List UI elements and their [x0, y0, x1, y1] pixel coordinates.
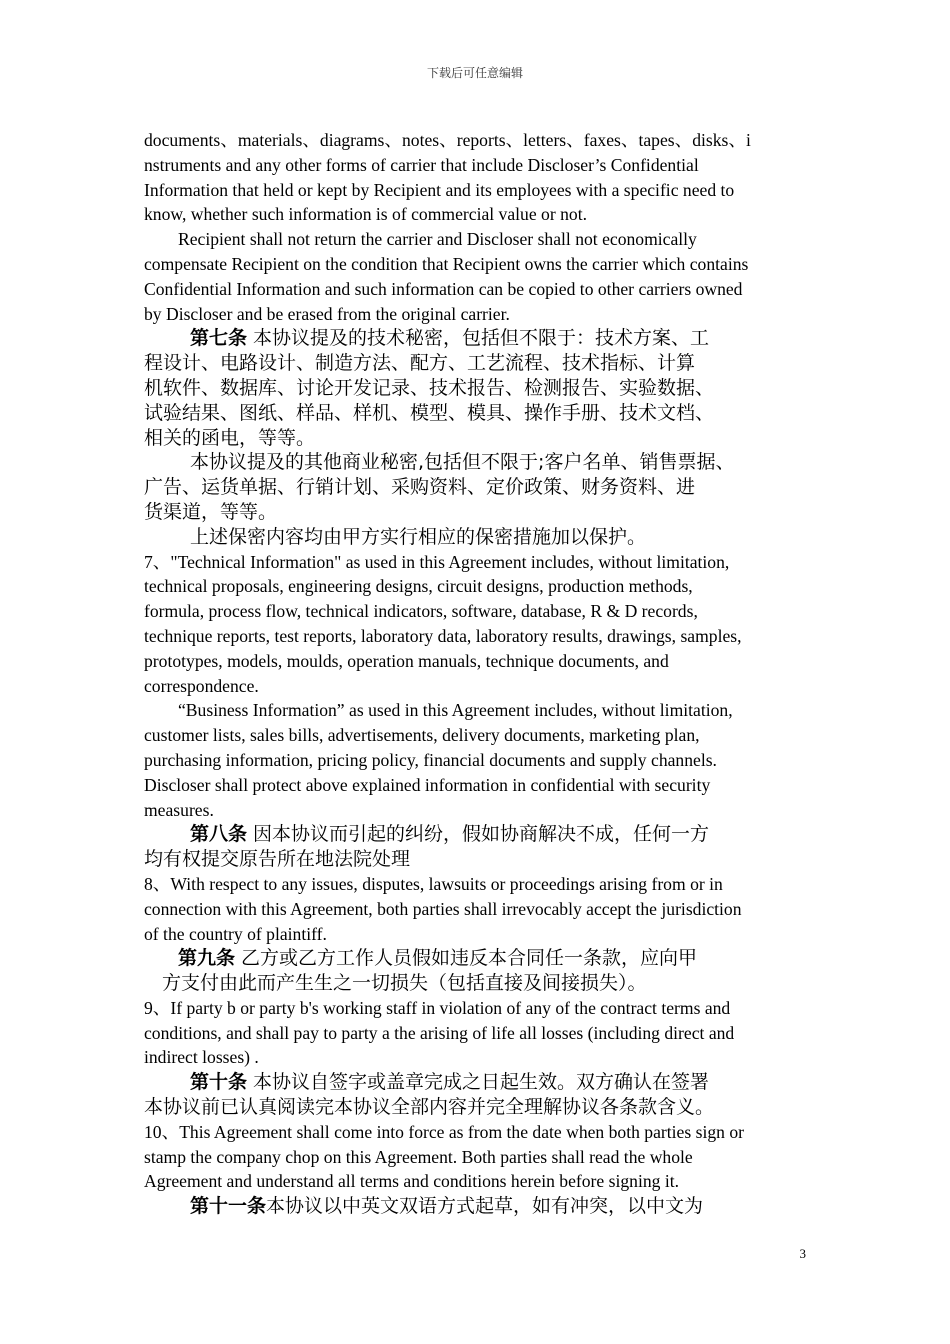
article-8-english: 8、With respect to any issues, disputes, lawsuits or proceedings arising from or in connection with this Agreement, both parties shall irrevocably accept the jurisdiction of the country of plaintiff. [144, 873, 742, 944]
article-11-chinese: 第十一条本协议以中英文双语方式起草，如有冲突，以中文为 [190, 1195, 704, 1218]
article-8-chinese: 第八条 因本协议而引起的纠纷，假如协商解决不成，任何一方 均有权提交原告所在地法院处理 [144, 823, 710, 871]
article-7-chinese: 第七条 本协议提及的技术秘密，包括但不限于：技术方案、工 程设计、电路设计、制造方法、配方、工艺流程、技术指标、计算 机软件、数据库、讨论开发记录、技术报告、检测报告、实验数据、 试验结果、图纸、样品、样机、模型、模具、操作手册、技术文档、 相关的函电，等等。 本协议提及的其他商业秘密,包括但不限于;客户名单、销售票据、 广告、运货单据、行销计划、采购资料、定价政策、财务资料、进 货渠道，等等。 上述保密内容均由甲方实行相应的保密措施加以保护。 [144, 327, 735, 548]
paragraph-carrier-return: Recipient shall not return the carrier and Discloser shall not economically compensate Recipient on the condition that Recipient owns the carrier which contains Confidential Information and such information can be copied to other carriers owned by Discloser and be erased from the original carrier. [144, 229, 749, 324]
page-header: 下载后可任意编辑 [426, 66, 523, 80]
paragraph-carrier-definition: documents、materials、diagrams、notes、reports、letters、faxes、tapes、disks、i nstruments and any other forms of carrier that include Discloser’s Confidential Information that held or kept by Recipient and its employees with a specific need to know, whether such information is of commercial value or not. [144, 130, 751, 225]
article-10-label: 第十条 [190, 1071, 248, 1094]
article-10-english: 10、This Agreement shall come into force as from the date when both parties sign or stamp the company chop on this Agreement. Both parties shall read the whole Agreement and understand all terms and conditions herein before signing it. [144, 1121, 744, 1192]
article-9-chinese: 第九条 乙方或乙方工作人员假如违反本合同任一条款，应向甲 方支付由此而产生生之一切损失（包括直接及间接损失）。 [162, 947, 698, 995]
article-10-chinese: 第十条 本协议自签字或盖章完成之日起生效。双方确认在签署 本协议前已认真阅读完本协议全部内容并完全理解协议各条款含义。 [144, 1071, 715, 1119]
document-body [144, 128, 812, 1219]
article-7-english: 7、"Technical Information" as used in this Agreement includes, without limitation, technical proposals, engineering designs, circuit designs, production methods, formula, process flow, technical indicators, software, database, R & D records, technique reports, test reports, laboratory data, laboratory results, drawings, samples, prototypes, models, moulds, operation manuals, technique documents, and correspondence. “Business Information” as used in this Agreement includes, without limitation, customer lists, sales bills, advertisements, delivery documents, marketing plan, purchasing information, pricing policy, financial documents and supply channels. Discloser shall protect above explained information in confidential with security measures. [144, 551, 742, 820]
article-9-label: 第九条 [178, 947, 236, 970]
article-7-label: 第七条 [190, 327, 248, 350]
article-11-label: 第十一条 [190, 1195, 267, 1218]
article-9-english: 9、If party b or party b's working staff in violation of any of the contract terms and conditions, and shall pay to party a the arising of life all losses (including direct and indirect losses) . [144, 997, 735, 1068]
article-8-label: 第八条 [190, 823, 248, 846]
page-number: 3 [799, 1246, 806, 1261]
